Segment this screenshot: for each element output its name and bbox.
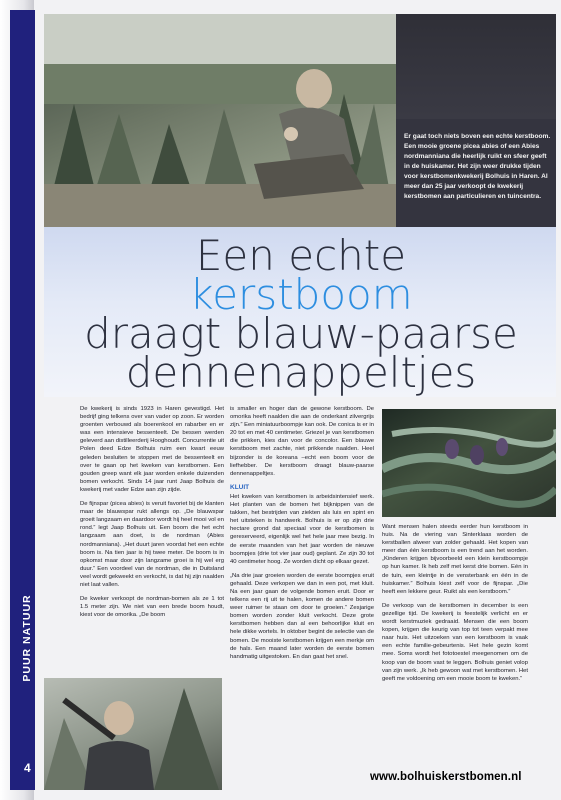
hero-photo (44, 14, 396, 227)
title-line-1: Een echte (195, 231, 407, 280)
caption-photo-area (396, 14, 556, 119)
hero-photo-illustration (44, 14, 396, 227)
paragraph: Want mensen halen steeds eerder hun kerstboom in huis. Na de viering van Sinterklaas worden de kerstballen alweer van zolder gehaald. Het kopen van meer dan één kerstboom is een trend aan het worden. „Kinderen krijgen bijvoorbeeld een klein kerstboompje op hun kamer. Ik heb zelf met kerst drie bomen. Eén in de tuin, een kleintje in de vensterbank en één in de huiskamer.” Bolhuis kiest zelf voor de fijnspar. „Die heeft een lekkere geur. Ruikt als een kerstboom.” (382, 524, 528, 595)
paragraph: De kweker verkoopt de nordman-bomen als ze 1 tot 1.5 meter zijn. We niet van een brede boom houdt, kiest voor de omorika. „De boom (80, 596, 224, 619)
paragraph: De kwekerij is sinds 1923 in Haren gevestigd. Het bedrijf ging telkens over van vader op zoon. Er worden groenten verbouwd als boerenkool en rabarber en er was een intensieve bessenteelt. De bessen werden geleverd aan distilleerderij Hooghoudt. Concurrentie uit Polen deed Edze Bolhuis ruim een kwart eeuw geleden besluiten te stoppen met de bessenteelt en over te gaan op het kweken van kerstbomen. Een gouden greep want elk jaar worden enkele duizenden bomen verkocht. Sinds 14 jaar runt Jaap Bolhuis de kwekerij met vader Edze aan zijn zijde. (80, 406, 224, 493)
paragraph: De fijnspar (picea abies) is veruit favoriet bij de klanten maar de blauwspar rukt allengs op. „De blauwspar groeit langzaam en daardoor wordt hij heel mooi vol en rond.” legt Jaap Bolhuis uit. Een boom die het echt langzaam aan doet, is de nordman (Abies nordmanniana). „Het duurt jaren voordat het een echte boom is. Na tien jaar is hij twee meter. De boom is in opkomst maar door zijn langzame groei is hij wel erg duur.” Een voordeel van de nordman, die in Duitsland veel wordt gekweekt en verkocht, is dat hij zijn naalden niet laat vallen. (80, 501, 224, 588)
article-column-1 (80, 405, 224, 625)
article-column-2 (230, 405, 374, 667)
grower-photo-illustration (44, 678, 222, 790)
spruce-closeup-photo (382, 409, 556, 517)
title-line-2-highlight: kerstboom (189, 270, 413, 319)
paragraph: is smaller en hoger dan de gewone kerstboom. De omorika heeft naalden die aan de onderkant zilvergrijs zijn.” Een miniatuurboompje kan ook. De conica is er in 20 tot en met 40 centimeter. Griezel je van kerstbomen die prikken, kies dan voor de concolor. Een blauwe kerstboom met zachte, niet prikkende naalden. Heel bijzonder is de koreana –echt een boom voor de liefhebber. De kerstboom draagt blauw-paarse dennenappeltjes. (230, 406, 374, 477)
grower-photo (44, 678, 222, 790)
website-url: www.bolhuiskerstbomen.nl (370, 771, 522, 783)
page-number: 4 (24, 761, 31, 775)
section-heading: KLUIT (230, 483, 250, 491)
paragraph: Het kweken van kerstbomen is arbeidsintensief werk. Het planten van de bomen het bijknippen van de takken, het bestrijden van ziekten als luis en spint en het uitsteken is handwerk. Bolhuis is er op zijn drie hectare grond dat speciaal voor de kerstbomen is gereserveerd, eigenlijk wel het hele jaar mee bezig. In de eerste maanden van het jaar worden de nieuwe boompjes (drie tot vier jaar oud) geplant. Ze zijn 30 tot 40 centimeter hoog. Ze worden dicht op elkaar gezet. (230, 493, 374, 565)
intro-caption: Er gaat toch niets boven een echte kerstboom. Een mooie groene picea abies of een Abies nordmanniana die heerlijk ruikt en sfeer geeft in de huiskamer. Het zijn weer drukke tijden voor kerstbomenkwekerij Bolhuis in Haren. Al meer dan 25 jaar verkoopt de kwekerij kerstbomen aan particulieren en tuincentra. (404, 133, 551, 200)
title-line-4: dennenappeltjes (125, 348, 477, 397)
section-label: PUUR NATUUR (21, 594, 33, 682)
section-stripe (10, 10, 35, 790)
article-title (46, 231, 556, 397)
paragraph: De verkoop van de kerstbomen in december is een gezellige tijd. De kwekerij is feestelijk verlicht en er wordt kerstmuziek gedraaid. Mensen die een boom kopen, krijgen die keurig van top tot teen verpakt mee naar huis. Het uitzoeken van een kerstboom is vaak een echte familie-gebeurtenis. Het hele gezin komt mee. Soms wordt het fototoestel meegenomen om de koop van de boom vast te leggen. Bolhuis geniet volop van zijn werk. „Ik heb gewoon wat met kerstbomen. Het geeft me voldoening om een mooie boom te kweken.” (382, 602, 528, 682)
article-column-3 (382, 523, 528, 689)
spruce-closeup-illustration (382, 409, 556, 517)
caption-panel (396, 14, 556, 227)
paragraph: „Na drie jaar groeien worden de eerste boompjes eruit gehaald. Deze verkopen we dan in een pot, met kluit. Na een jaar gaan de volgende bomen eruit. Door er telkens een rij uit te halen, komen de andere bomen weer ruimer te staan om door te groeien.” Zesjarige bomen worden zonder kluit verkocht. Deze grote kerstbomen hebben dan al een behoorlijke kluit en hele dikke wortels. In oktober begint de selectie van de bomen. De mooiste kerstbomen krijgen een merkje om de hals. Een maand later worden de eerste bomen handmatig uitgestoken. En dan gaat het snel. (230, 572, 374, 660)
title-line-3: draagt blauw-paarse (84, 309, 518, 358)
